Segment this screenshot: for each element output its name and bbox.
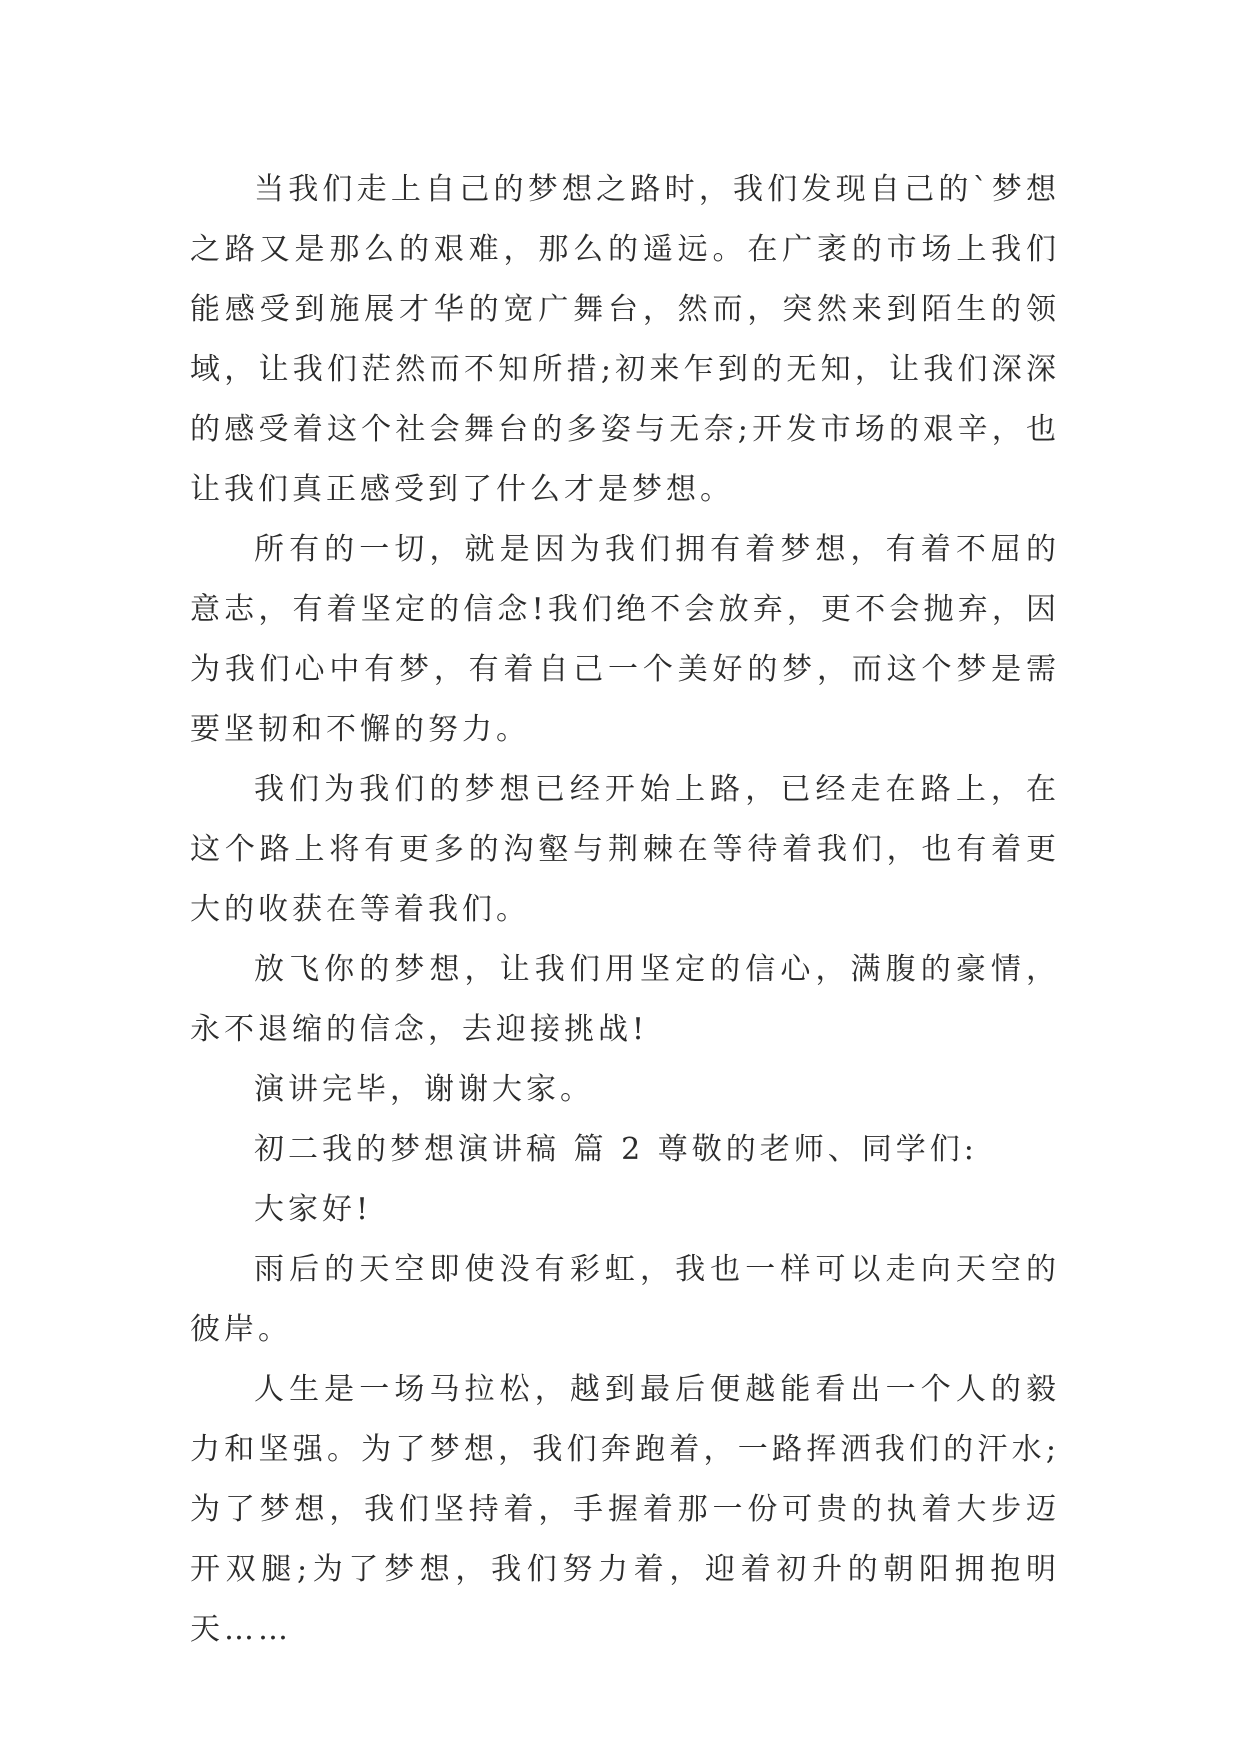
- paragraph: 所有的一切，就是因为我们拥有着梦想，有着不屈的意志，有着坚定的信念!我们绝不会放弃，更不会抛弃，因为我们心中有梦，有着自己一个美好的梦，而这个梦是需要坚韧和不懈的努力。: [190, 532, 1060, 747]
- paragraph: 放飞你的梦想，让我们用坚定的信心，满腹的豪情，永不退缩的信念，去迎接挑战!: [190, 952, 1060, 1047]
- paragraph: 雨后的天空即使没有彩虹，我也一样可以走向天空的彼岸。: [190, 1252, 1060, 1347]
- paragraph: 人生是一场马拉松，越到最后便越能看出一个人的毅力和坚强。为了梦想，我们奔跑着，一路挥洒我们的汗水;为了梦想，我们坚持着，手握着那一份可贵的执着大步迈开双腿;为了梦想，我们努力着，迎着初升的朝阳拥抱明天……: [190, 1372, 1060, 1647]
- paragraph: 初二我的梦想演讲稿 篇 2 尊敬的老师、同学们:: [254, 1132, 978, 1167]
- paragraph: 我们为我们的梦想已经开始上路，已经走在路上，在这个路上将有更多的沟壑与荆棘在等待着我们，也有着更大的收获在等着我们。: [190, 772, 1060, 927]
- paragraph: 当我们走上自己的梦想之路时，我们发现自己的`梦想之路又是那么的艰难，那么的遥远。在广袤的市场上我们能感受到施展才华的宽广舞台，然而，突然来到陌生的领域，让我们茫然而不知所措;初来乍到的无知，让我们深深的感受着这个社会舞台的多姿与无奈;开发市场的艰辛，也让我们真正感受到了什么才是梦想。: [190, 172, 1060, 507]
- document-body: [190, 160, 1060, 1660]
- paragraph: 大家好!: [254, 1192, 373, 1227]
- paragraph: 演讲完毕，谢谢大家。: [254, 1072, 594, 1107]
